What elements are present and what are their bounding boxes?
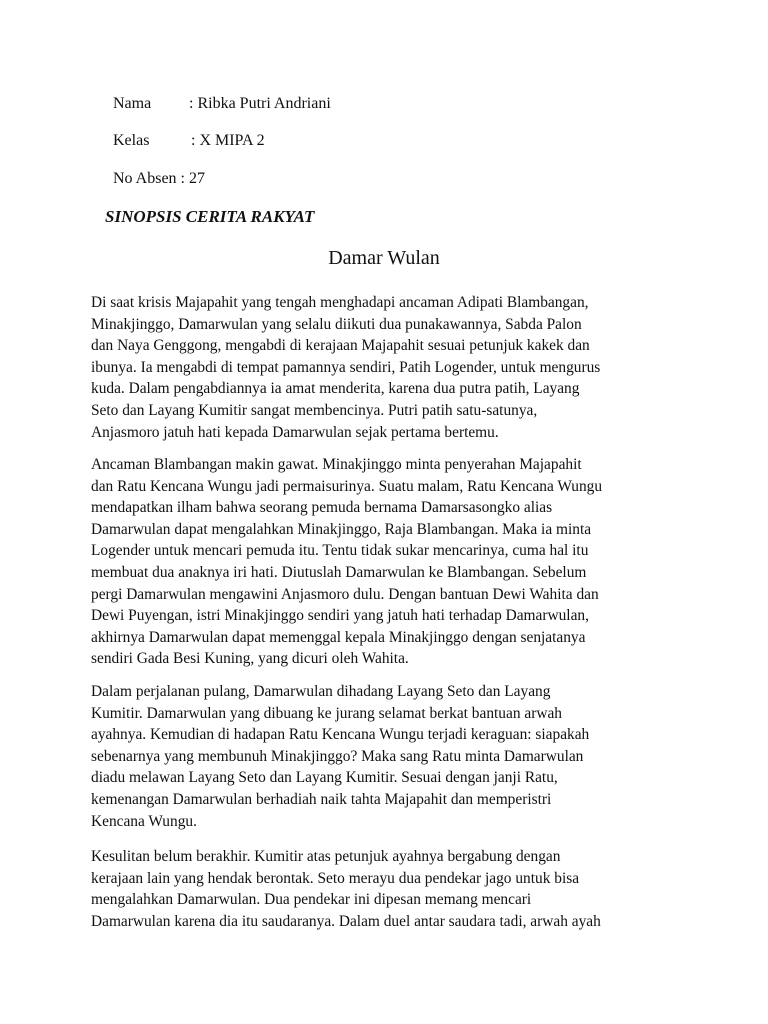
paragraph-line: sendiri Gada Besi Kuning, yang dicuri oleh Wahita. (91, 650, 409, 668)
paragraph-line: dan Ratu Kencana Wungu jadi permaisurinya. Suatu malam, Ratu Kencana Wungu (91, 477, 603, 495)
paragraph-line: mendapatkan ilham bahwa seorang pemuda bernama Damarsasongko alias (91, 499, 553, 517)
paragraph-line: mengalahkan Damarwulan. Dua pendekar ini dipesan memang mencari (91, 891, 532, 909)
paragraph-line: Seto dan Layang Kumitir sangat membencinya. Putri patih satu-satunya, (91, 401, 538, 419)
paragraph-line: Kumitir. Damarwulan yang dibuang ke jurang selamat berkat bantuan arwah (91, 704, 562, 722)
paragraph-line: Anjasmoro jatuh hati kepada Damarwulan sejak pertama bertemu. (91, 423, 499, 441)
paragraph-line: Kesulitan belum berakhir. Kumitir atas petunjuk ayahnya bergabung dengan (91, 848, 561, 865)
paragraph-line: dan Naya Genggong, mengabdi di kerajaan Majapahit sesuai petunjuk kakek dan (91, 337, 590, 355)
paragraph-line: membuat dua anaknya iri hati. Diutuslah Damarwulan ke Blambangan. Sebelum (91, 563, 587, 581)
paragraph-line: pergi Damarwulan mengawini Anjasmoro dulu. Dengan bantuan Dewi Wahita dan (91, 585, 599, 603)
paragraph-line: kerajaan lain yang hendak berontak. Seto merayu dua pendekar jago untuk bisa (91, 869, 580, 887)
paragraph-line: Damarwulan karena dia itu saudaranya. Dalam duel antar saudara tadi, arwah ayah (91, 912, 601, 930)
nama-label: Nama (113, 95, 152, 112)
paragraph (91, 454, 691, 670)
absen-text: No Absen : 27 (113, 170, 205, 187)
paragraph-line: Dalam perjalanan pulang, Damarwulan dihadang Layang Seto dan Layang (91, 683, 551, 700)
paragraph-line: Logender untuk mencari pemuda itu. Tentu tidak sukar mencarinya, cuma hal itu (91, 542, 589, 560)
paragraph-line: Dewi Puyengan, istri Minakjinggo sendiri yang jatuh hati terhadap Damarwulan, (91, 607, 589, 625)
paragraph-line: ibunya. Ia mengabdi di tempat pamannya sendiri, Patih Logender, untuk mengurus (91, 358, 601, 376)
paragraph-line: Di saat krisis Majapahit yang tengah menghadapi ancaman Adipati Blambangan, (91, 294, 589, 311)
info-kelas-line (113, 131, 265, 151)
kelas-label: Kelas (113, 132, 150, 149)
paragraph-line: kemenangan Damarwulan berhadiah naik tahta Majapahit dan memperistri (91, 790, 552, 808)
paragraph-line: Minakjinggo, Damarwulan yang selalu diikuti dua punakawannya, Sabda Palon (91, 315, 582, 333)
kelas-value: : X MIPA 2 (191, 132, 265, 149)
story-title: Damar Wulan (328, 247, 440, 269)
paragraph-line: Kencana Wungu. (91, 812, 197, 830)
paragraph-line: kuda. Dalam pengabdiannya ia amat menderita, karena dua putra patih, Layang (91, 380, 580, 398)
info-nama-line (113, 94, 331, 114)
nama-value: : Ribka Putri Andriani (189, 95, 331, 112)
paragraph-line: Damarwulan dapat mengalahkan Minakjinggo, Raja Blambangan. Maka ia minta (91, 520, 592, 538)
info-absen-line (113, 169, 205, 189)
section-heading: SINOPSIS CERITA RAKYAT (105, 207, 315, 226)
paragraph (91, 681, 691, 832)
paragraph-line: ayahnya. Kemudian di hadapan Ratu Kencana Wungu terjadi keraguan: siapakah (91, 726, 590, 744)
paragraph-line: Ancaman Blambangan makin gawat. Minakjinggo minta penyerahan Majapahit (91, 456, 582, 473)
paragraph (91, 846, 691, 932)
paragraph-line: sebenarnya yang membunuh Minakjinggo? Maka sang Ratu minta Damarwulan (91, 747, 584, 765)
paragraph-line: akhirnya Damarwulan dapat memenggal kepala Minakjinggo dengan senjatanya (91, 628, 586, 646)
paragraph (91, 292, 691, 443)
paragraph-line: diadu melawan Layang Seto dan Layang Kumitir. Sesuai dengan janji Ratu, (91, 769, 558, 787)
